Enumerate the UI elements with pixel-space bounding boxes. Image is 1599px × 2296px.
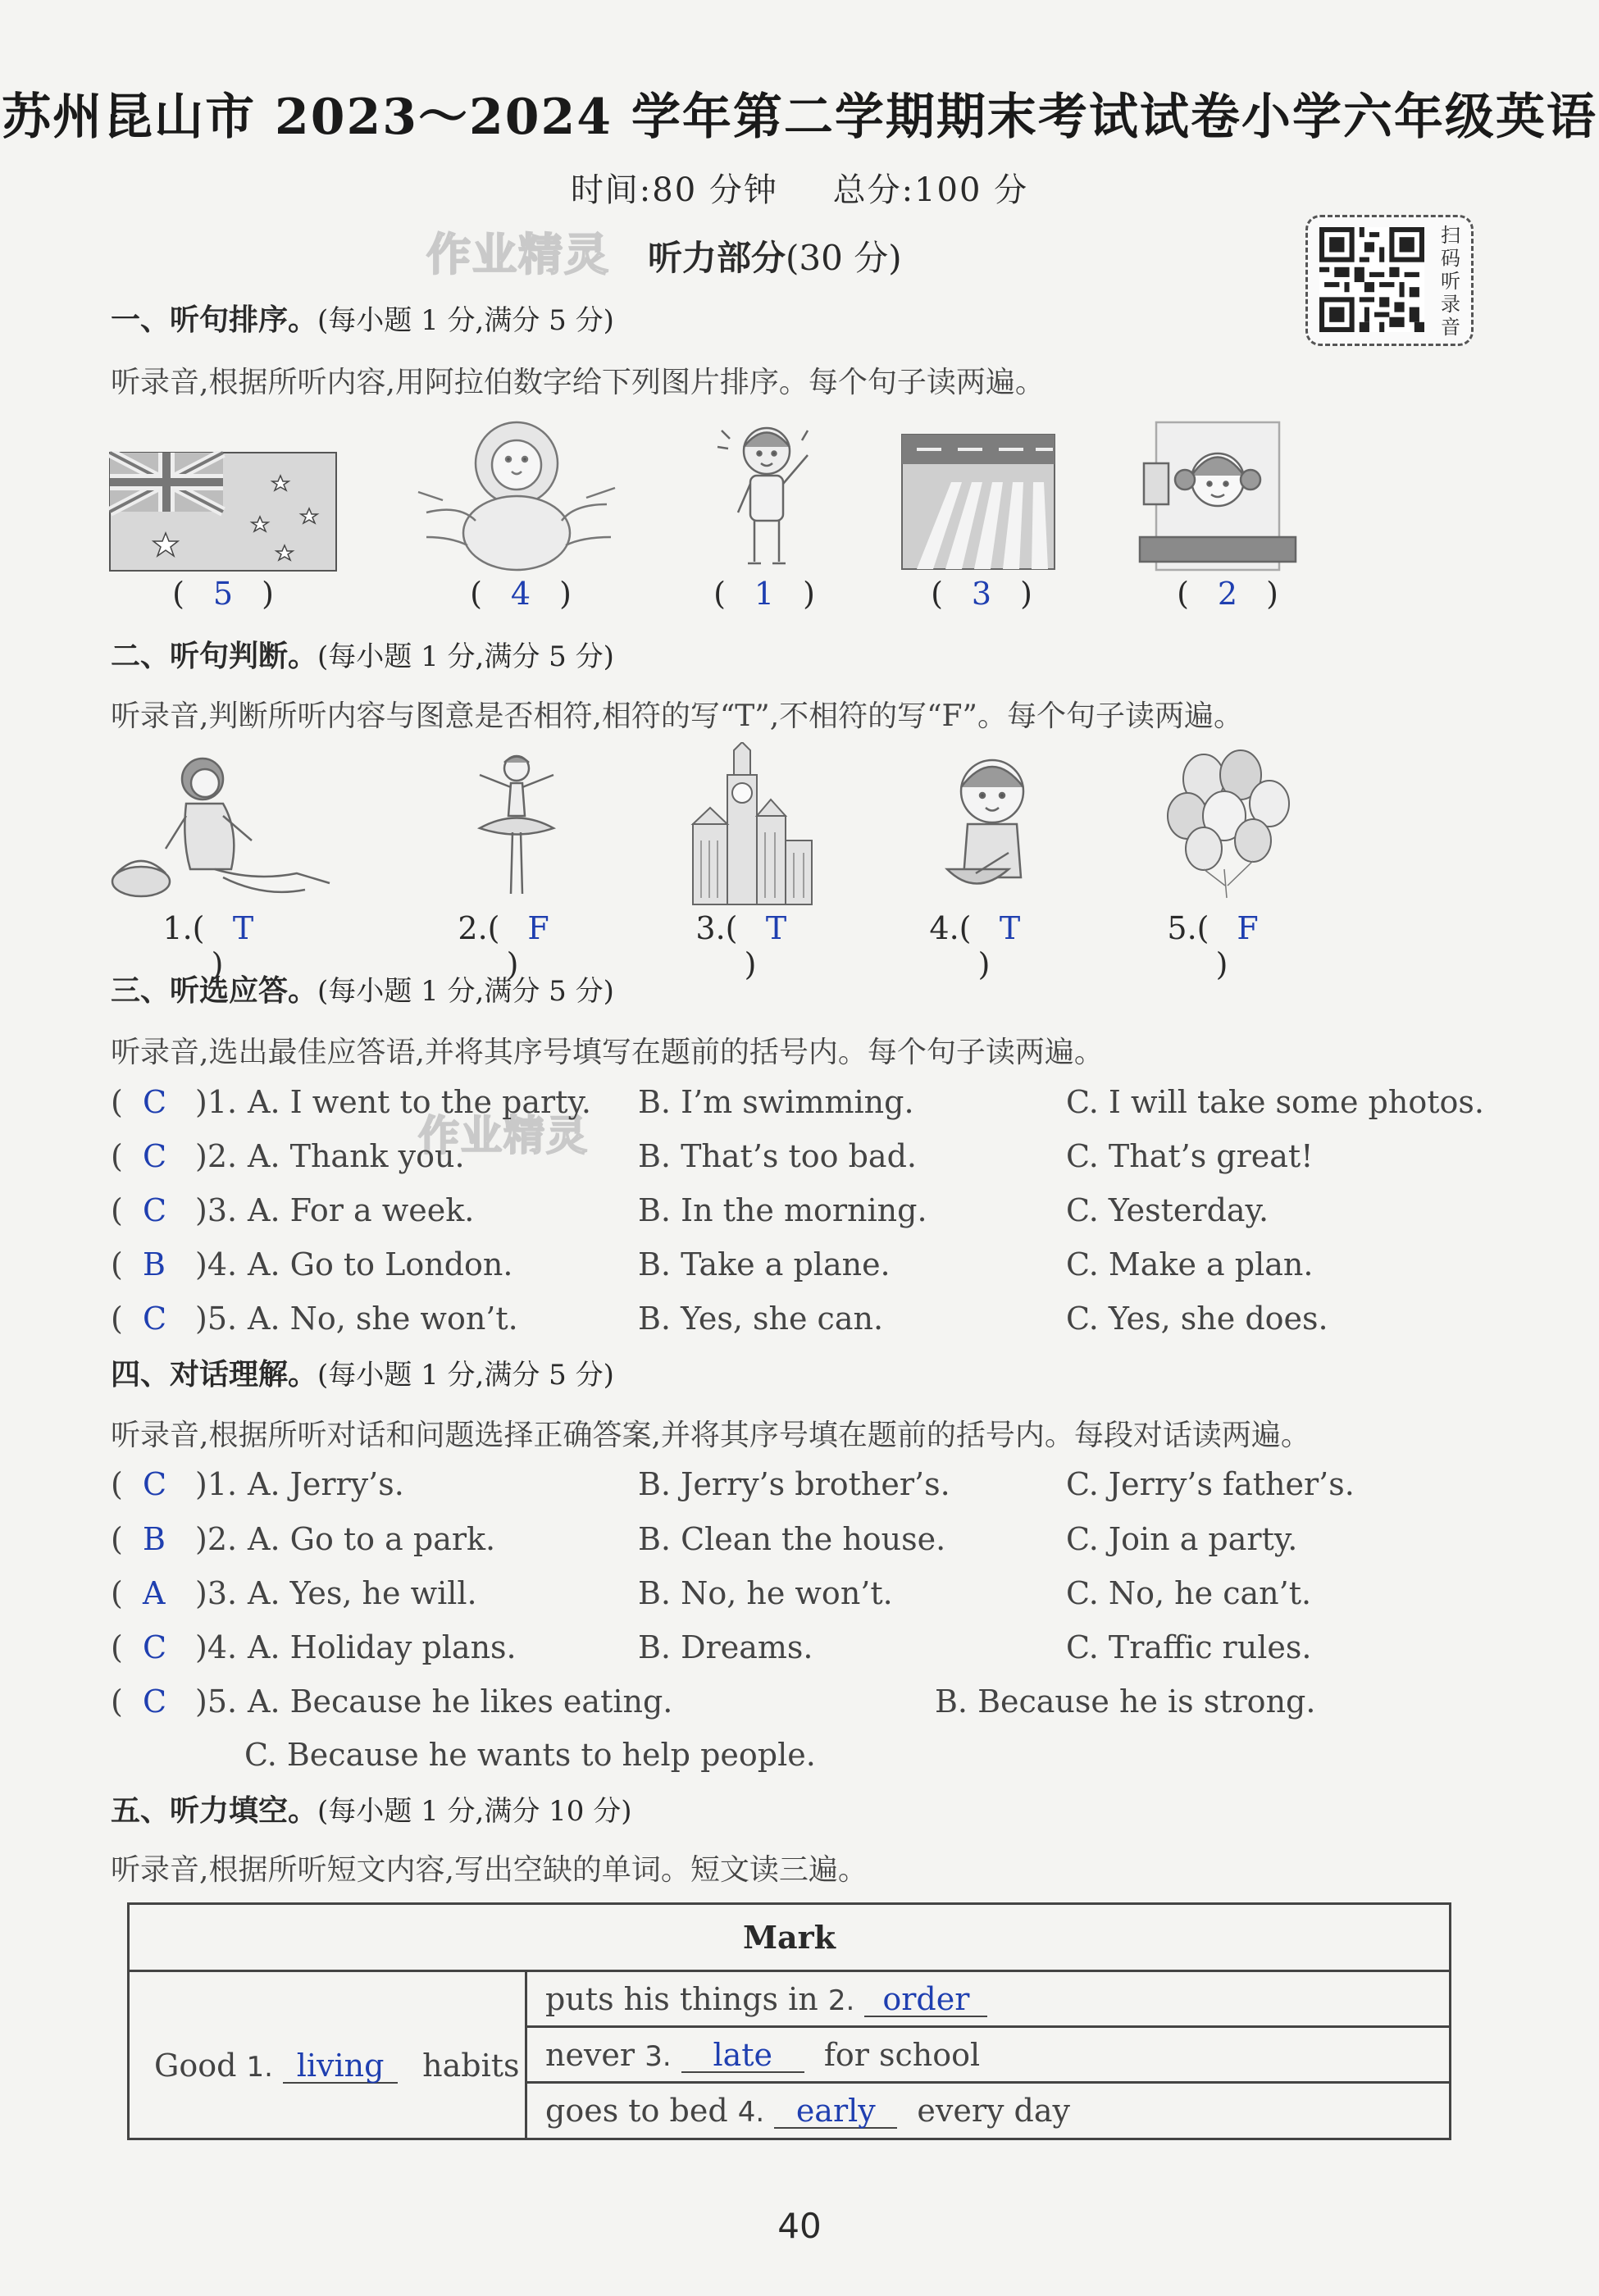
watermark: 作业精灵 — [426, 228, 610, 280]
answer-blank[interactable]: ( B — [111, 1246, 166, 1282]
table-left-cell: Good 1. living habits — [130, 1972, 527, 2138]
option-b[interactable]: B. No, he won’t. — [638, 1575, 893, 1611]
section1-instruction: 听录音,根据所听内容,用阿拉伯数字给下列图片排序。每个句子读两遍。 — [111, 366, 1045, 399]
option-b[interactable]: B. In the morning. — [638, 1192, 927, 1228]
injured-girl-icon — [108, 750, 350, 906]
section4-heading: 四、对话理解。(每小题 1 分,满分 5 分) — [111, 1358, 614, 1392]
fill-in-table — [127, 1902, 1451, 2140]
answer-blank[interactable]: ( C — [111, 1192, 167, 1228]
section1-answer-5[interactable]: ( 2 ) — [1177, 576, 1278, 612]
balloons-icon — [1163, 746, 1294, 902]
option-c[interactable]: C. No, he can’t. — [1066, 1575, 1312, 1611]
option-a[interactable]: A. Go to a park. — [248, 1521, 496, 1557]
section2-answer-4[interactable]: 4.( T ) — [929, 910, 1021, 982]
section4-question-5-option-c — [0, 1737, 1599, 1786]
table-row: goes to bed 4. early every day — [545, 2093, 1070, 2129]
option-a[interactable]: A. Go to London. — [248, 1246, 513, 1282]
section4-question-4: ( C )4. A. Holiday plans. B. Dreams. C. Traffic rules. — [111, 1629, 1312, 1665]
section3-question-2: ( C )2. A. Thank you. B. That’s too bad. C. That’s great! — [111, 1138, 1314, 1174]
qr-code-box[interactable] — [1305, 215, 1474, 346]
qr-label: 扫 码 听 录 音 — [1441, 224, 1460, 339]
option-a[interactable]: A. For a week. — [248, 1192, 475, 1228]
section3-question-3: ( C )3. A. For a week. B. In the morning. C. Yesterday. — [111, 1192, 1269, 1228]
page-number: 40 — [777, 2206, 822, 2246]
section4-question-5: ( C )5. A. Because he likes eating. B. Because he is strong. — [111, 1683, 1316, 1720]
section3-question-5: ( C )5. A. No, she won’t. B. Yes, she can. C. Yes, she does. — [111, 1301, 1328, 1337]
blank-4[interactable]: early — [774, 2094, 897, 2129]
answer-blank[interactable]: ( C — [111, 1629, 167, 1665]
section1-heading: 一、听句排序。(每小题 1 分,满分 5 分) — [111, 303, 614, 337]
option-c[interactable]: C. Yesterday. — [1066, 1192, 1269, 1228]
option-c[interactable]: C. Make a plan. — [1066, 1246, 1314, 1282]
option-b[interactable]: B. Dreams. — [638, 1629, 813, 1665]
table-row: puts his things in 2. order — [527, 1972, 1449, 2028]
section3-instruction: 听录音,选出最佳应答语,并将其序号填写在题前的括号内。每个句子读两遍。 — [111, 1036, 1104, 1069]
option-c[interactable]: C. Join a party. — [1066, 1521, 1298, 1557]
option-b[interactable]: B. That’s too bad. — [638, 1138, 917, 1174]
section1-answer-1[interactable]: ( 5 ) — [172, 576, 274, 612]
blank-2[interactable]: order — [864, 1983, 987, 2017]
score-label: 总分:100 分 — [832, 171, 1029, 209]
section2-answer-1[interactable]: 1.( T ) — [162, 910, 254, 982]
girl-at-desk-icon — [1132, 414, 1304, 578]
option-a[interactable]: A. Yes, he will. — [248, 1575, 477, 1611]
section3-heading: 三、听选应答。(每小题 1 分,满分 5 分) — [111, 974, 614, 1008]
section1-answer-3[interactable]: ( 1 ) — [713, 576, 815, 612]
option-a[interactable]: A. No, she won’t. — [248, 1301, 518, 1337]
section2-answer-2[interactable]: 2.( F ) — [458, 910, 549, 982]
answer-blank[interactable]: ( C — [111, 1683, 167, 1720]
part-title: 听力部分(30 分) — [648, 238, 902, 278]
boy-cooking-icon — [927, 746, 1050, 906]
option-c[interactable]: C. Yes, she does. — [1066, 1301, 1328, 1337]
section4-question-1: ( C )1. A. Jerry’s. B. Jerry’s brother’s. C. Jerry’s father’s. — [111, 1466, 1355, 1502]
section1-answer-4[interactable]: ( 3 ) — [931, 576, 1032, 612]
answer-blank[interactable]: ( B — [111, 1521, 166, 1557]
blank-3[interactable]: late — [681, 2039, 804, 2073]
section5-heading: 五、听力填空。(每小题 1 分,满分 10 分) — [111, 1794, 632, 1828]
answer-blank[interactable]: ( C — [111, 1138, 167, 1174]
option-c[interactable]: C. Jerry’s father’s. — [1066, 1466, 1355, 1502]
australia-flag-icon — [108, 451, 338, 572]
option-b[interactable]: B. Take a plane. — [638, 1246, 891, 1282]
big-ben-icon — [685, 742, 816, 906]
blank-1[interactable]: living — [283, 2049, 398, 2084]
boy-waving-icon — [705, 414, 828, 578]
section3-question-1: ( C )1. A. I went to the party. B. I’m swimming. C. I will take some photos. — [111, 1084, 1484, 1120]
section1-answer-2[interactable]: ( 4 ) — [470, 576, 572, 612]
section3-question-4: ( B )4. A. Go to London. B. Take a plane. C. Make a plan. — [111, 1246, 1314, 1282]
ballerina-icon — [455, 750, 578, 906]
option-b[interactable]: B. Clean the house. — [638, 1521, 946, 1557]
option-c[interactable]: C. Traffic rules. — [1066, 1629, 1312, 1665]
option-a[interactable]: A. I went to the party. — [248, 1084, 591, 1120]
option-a[interactable]: A. Because he likes eating. — [248, 1683, 673, 1720]
section2-answer-3[interactable]: 3.( T ) — [695, 910, 787, 982]
answer-blank[interactable]: ( C — [111, 1301, 167, 1337]
section2-heading: 二、听句判断。(每小题 1 分,满分 5 分) — [111, 640, 614, 673]
option-a[interactable]: A. Holiday plans. — [248, 1629, 517, 1665]
section2-answer-5[interactable]: 5.( F ) — [1167, 910, 1259, 982]
option-c[interactable]: C. That’s great! — [1066, 1138, 1314, 1174]
option-b[interactable]: B. I’m swimming. — [638, 1084, 914, 1120]
section4-instruction: 听录音,根据所听对话和问题选择正确答案,并将其序号填在题前的括号内。每段对话读两遍。 — [111, 1419, 1310, 1452]
section2-instruction: 听录音,判断所听内容与图意是否相符,相符的写“T”,不相符的写“F”。每个句子读两遍。 — [111, 699, 1243, 733]
option-c[interactable]: C. I will take some photos. — [1066, 1084, 1484, 1120]
table-row: never 3. late for school — [527, 2028, 1449, 2084]
qr-code-icon — [1319, 227, 1424, 332]
option-a[interactable]: A. Thank you. — [248, 1138, 465, 1174]
table-title: Mark — [130, 1905, 1449, 1972]
answer-blank[interactable]: ( A — [111, 1575, 166, 1611]
crosswalk-icon — [900, 433, 1056, 571]
option-b[interactable]: B. Yes, she can. — [638, 1301, 884, 1337]
exam-subtitle — [0, 164, 1599, 211]
option-b[interactable]: B. Because he is strong. — [935, 1683, 1316, 1720]
option-a[interactable]: A. Jerry’s. — [248, 1466, 404, 1502]
option-c[interactable]: C. Because he wants to help people. — [244, 1737, 816, 1773]
section4-question-2: ( B )2. A. Go to a park. B. Clean the house. C. Join a party. — [111, 1521, 1298, 1557]
time-label: 时间:80 分钟 — [570, 171, 778, 209]
section4-question-3: ( A )3. A. Yes, he will. B. No, he won’t. C. No, he can’t. — [111, 1575, 1312, 1611]
exam-title: 苏州昆山市 2023～2024 学年第二学期期末考试试卷小学六年级英语 — [2, 89, 1597, 146]
option-b[interactable]: B. Jerry’s brother’s. — [638, 1466, 950, 1502]
lion-icon — [410, 414, 623, 578]
answer-blank[interactable]: ( C — [111, 1466, 167, 1502]
answer-blank[interactable]: ( C — [111, 1084, 167, 1120]
section5-instruction: 听录音,根据所听短文内容,写出空缺的单词。短文读三遍。 — [111, 1853, 868, 1887]
watermark-2: 作业精灵 — [418, 1111, 589, 1159]
